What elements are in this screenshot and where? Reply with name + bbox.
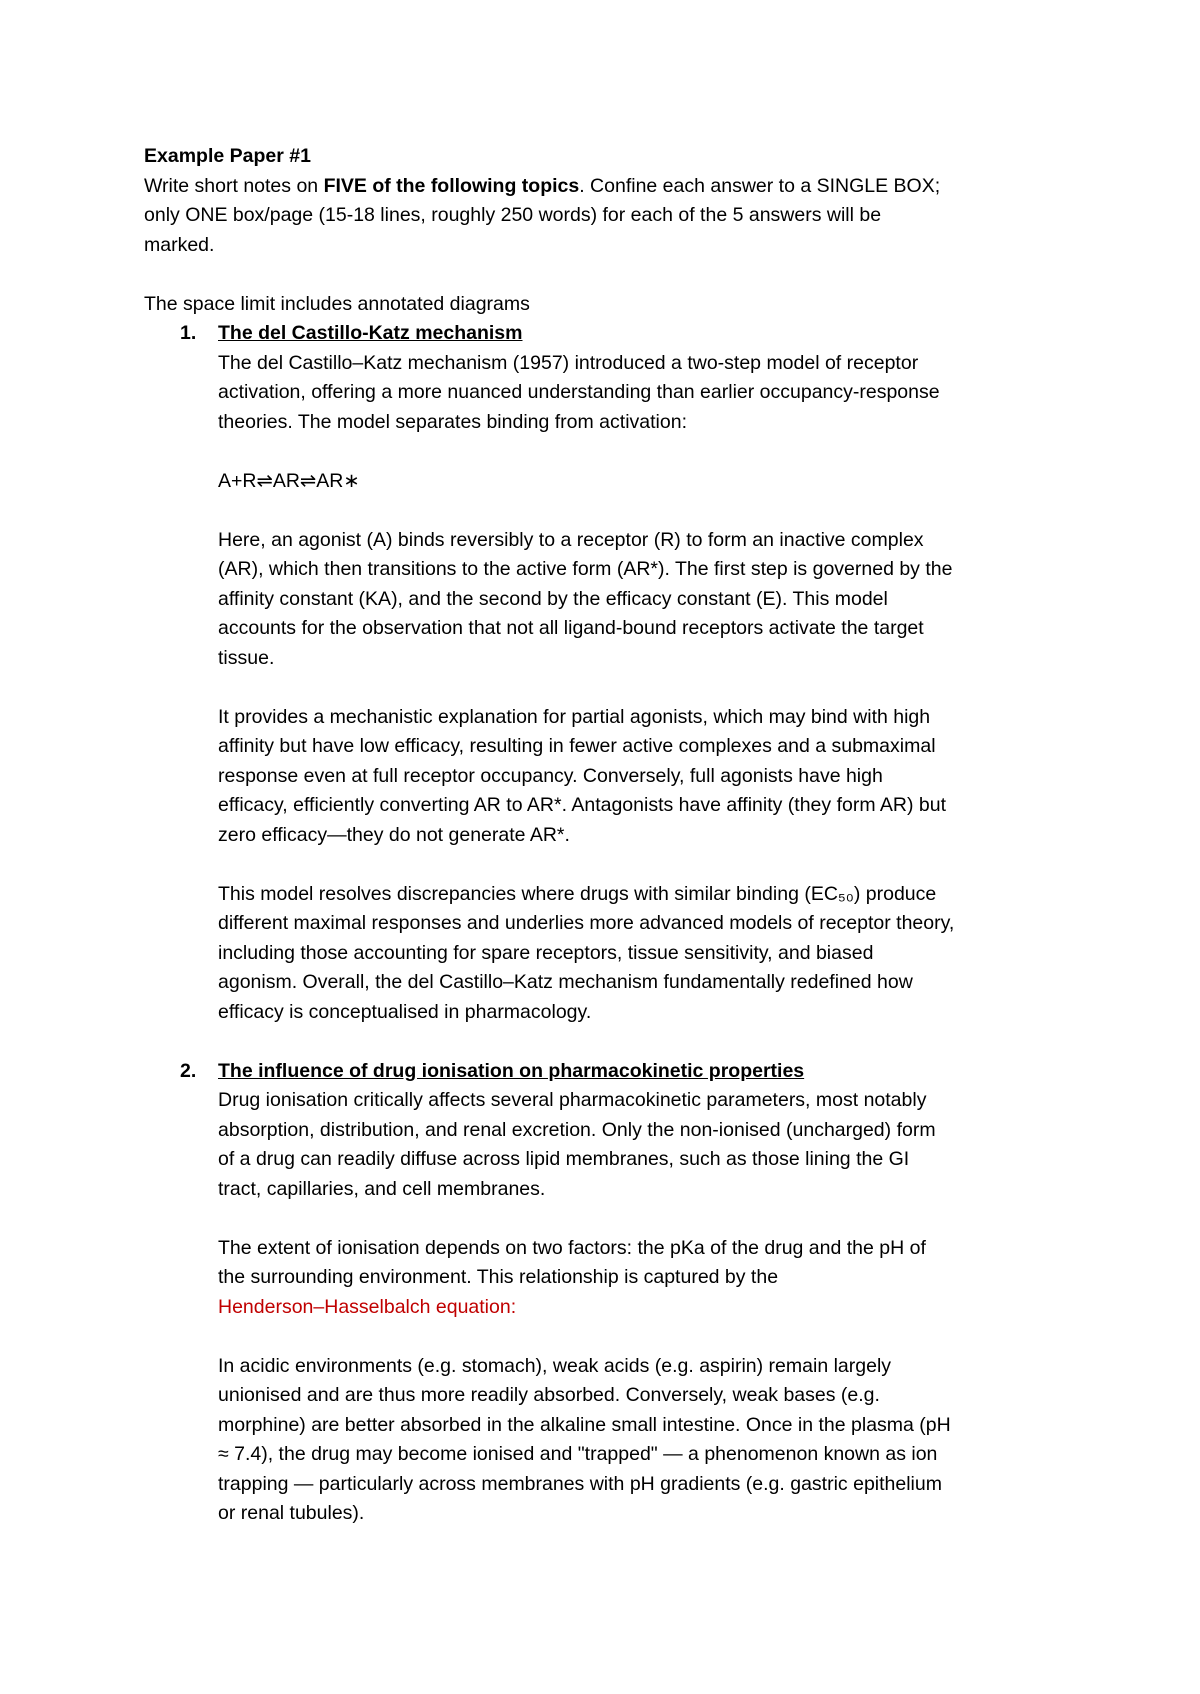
topic-heading: The del Castillo-Katz mechanism bbox=[218, 322, 523, 344]
spacer bbox=[218, 1322, 1074, 1352]
paragraph-line: zero efficacy—they do not generate AR*. bbox=[218, 823, 570, 846]
spacer bbox=[218, 673, 1074, 703]
instructions-line-3: marked. bbox=[144, 233, 215, 256]
paragraph-line: This model resolves discrepancies where drugs with similar binding (EC₅₀) produce bbox=[218, 882, 937, 905]
paragraph-line: trapping — particularly across membranes with pH gradients (e.g. gastric epithelium bbox=[218, 1472, 942, 1495]
paragraph-line: the surrounding environment. This relationship is captured by the bbox=[218, 1266, 779, 1288]
spacer bbox=[218, 850, 1074, 880]
paragraph-line: tract, capillaries, and cell membranes. bbox=[218, 1177, 546, 1200]
paragraph-line: In acidic environments (e.g. stomach), weak acids (e.g. aspirin) remain largely bbox=[218, 1354, 892, 1377]
paragraph-line: ≈ 7.4), the drug may become ionised and "trapped" — a phenomenon known as ion bbox=[218, 1443, 938, 1465]
spacer bbox=[218, 1027, 1074, 1057]
instructions-line-1: Write short notes on FIVE of the following topics. Confine each answer to a SINGLE BOX; bbox=[144, 174, 941, 197]
topic-item-1 bbox=[144, 319, 1074, 1057]
topics-list bbox=[144, 319, 1074, 1529]
paragraph-line: Here, an agonist (A) binds reversibly to a receptor (R) to form an inactive complex bbox=[218, 528, 924, 551]
paragraph-line: activation, offering a more nuanced understanding than earlier occupancy-response bbox=[218, 381, 940, 403]
paragraph-line: absorption, distribution, and renal excretion. Only the non-ionised (uncharged) form bbox=[218, 1118, 936, 1141]
topic-heading: The influence of drug ionisation on pharmacokinetic properties bbox=[218, 1059, 805, 1082]
paragraph-line: of a drug can readily diffuse across lipid membranes, such as those lining the GI bbox=[218, 1148, 910, 1170]
paragraph-line: The extent of ionisation depends on two factors: the pKa of the drug and the pH of bbox=[218, 1236, 926, 1259]
paragraph-line: morphine) are better absorbed in the alkaline small intestine. Once in the plasma (pH bbox=[218, 1413, 951, 1436]
document-body bbox=[144, 142, 1074, 1529]
paragraph-line: tissue. bbox=[218, 646, 275, 669]
paragraph-line: or renal tubules). bbox=[218, 1502, 365, 1524]
paragraph-line: The del Castillo–Katz mechanism (1957) introduced a two-step model of receptor bbox=[218, 351, 919, 374]
paragraph-line: including those accounting for spare receptors, tissue sensitivity, and biased bbox=[218, 941, 874, 964]
paragraph-line: efficacy is conceptualised in pharmacology. bbox=[218, 1000, 592, 1023]
spacer bbox=[144, 260, 1074, 290]
instructions-emphasis: FIVE of the following topics bbox=[323, 174, 580, 197]
topic-number: 2. bbox=[180, 1059, 197, 1082]
spacer bbox=[218, 1204, 1074, 1234]
paragraph-line: different maximal responses and underlies more advanced models of receptor theory, bbox=[218, 912, 955, 934]
spacer bbox=[218, 437, 1074, 467]
space-limit-note: The space limit includes annotated diagrams bbox=[144, 292, 530, 315]
paragraph-line: It provides a mechanistic explanation for partial agonists, which may bind with high bbox=[218, 705, 931, 728]
reaction-equation: A+R⇌AR⇌AR∗ bbox=[218, 469, 360, 492]
paragraph-line: accounts for the observation that not all ligand-bound receptors activate the target bbox=[218, 617, 924, 639]
paragraph-line: efficacy, efficiently converting AR to AR*. Antagonists have affinity (they form AR) but bbox=[218, 794, 947, 816]
paper-title: Example Paper #1 bbox=[144, 145, 311, 167]
spacer bbox=[218, 496, 1074, 526]
topic-item-2 bbox=[144, 1057, 1074, 1529]
paragraph-line: theories. The model separates binding from activation: bbox=[218, 410, 687, 433]
instructions-line-2: only ONE box/page (15-18 lines, roughly 250 words) for each of the 5 answers will be bbox=[144, 204, 882, 226]
paragraph-line: agonism. Overall, the del Castillo–Katz mechanism fundamentally redefined how bbox=[218, 971, 913, 993]
paragraph-line: response even at full receptor occupancy. Conversely, full agonists have high bbox=[218, 764, 883, 787]
paragraph-line: (AR), which then transitions to the active form (AR*). The first step is governed by the bbox=[218, 558, 953, 580]
paragraph-line: unionised and are thus more readily absorbed. Conversely, weak bases (e.g. bbox=[218, 1384, 880, 1406]
paragraph-line: affinity but have low efficacy, resulting in fewer active complexes and a submaximal bbox=[218, 735, 936, 757]
equation-reference: Henderson–Hasselbalch equation: bbox=[218, 1295, 517, 1318]
paragraph-line: affinity constant (KA), and the second by the efficacy constant (E). This model bbox=[218, 587, 888, 610]
topic-number: 1. bbox=[180, 322, 197, 344]
paragraph-line: Drug ionisation critically affects several pharmacokinetic parameters, most notably bbox=[218, 1089, 927, 1111]
